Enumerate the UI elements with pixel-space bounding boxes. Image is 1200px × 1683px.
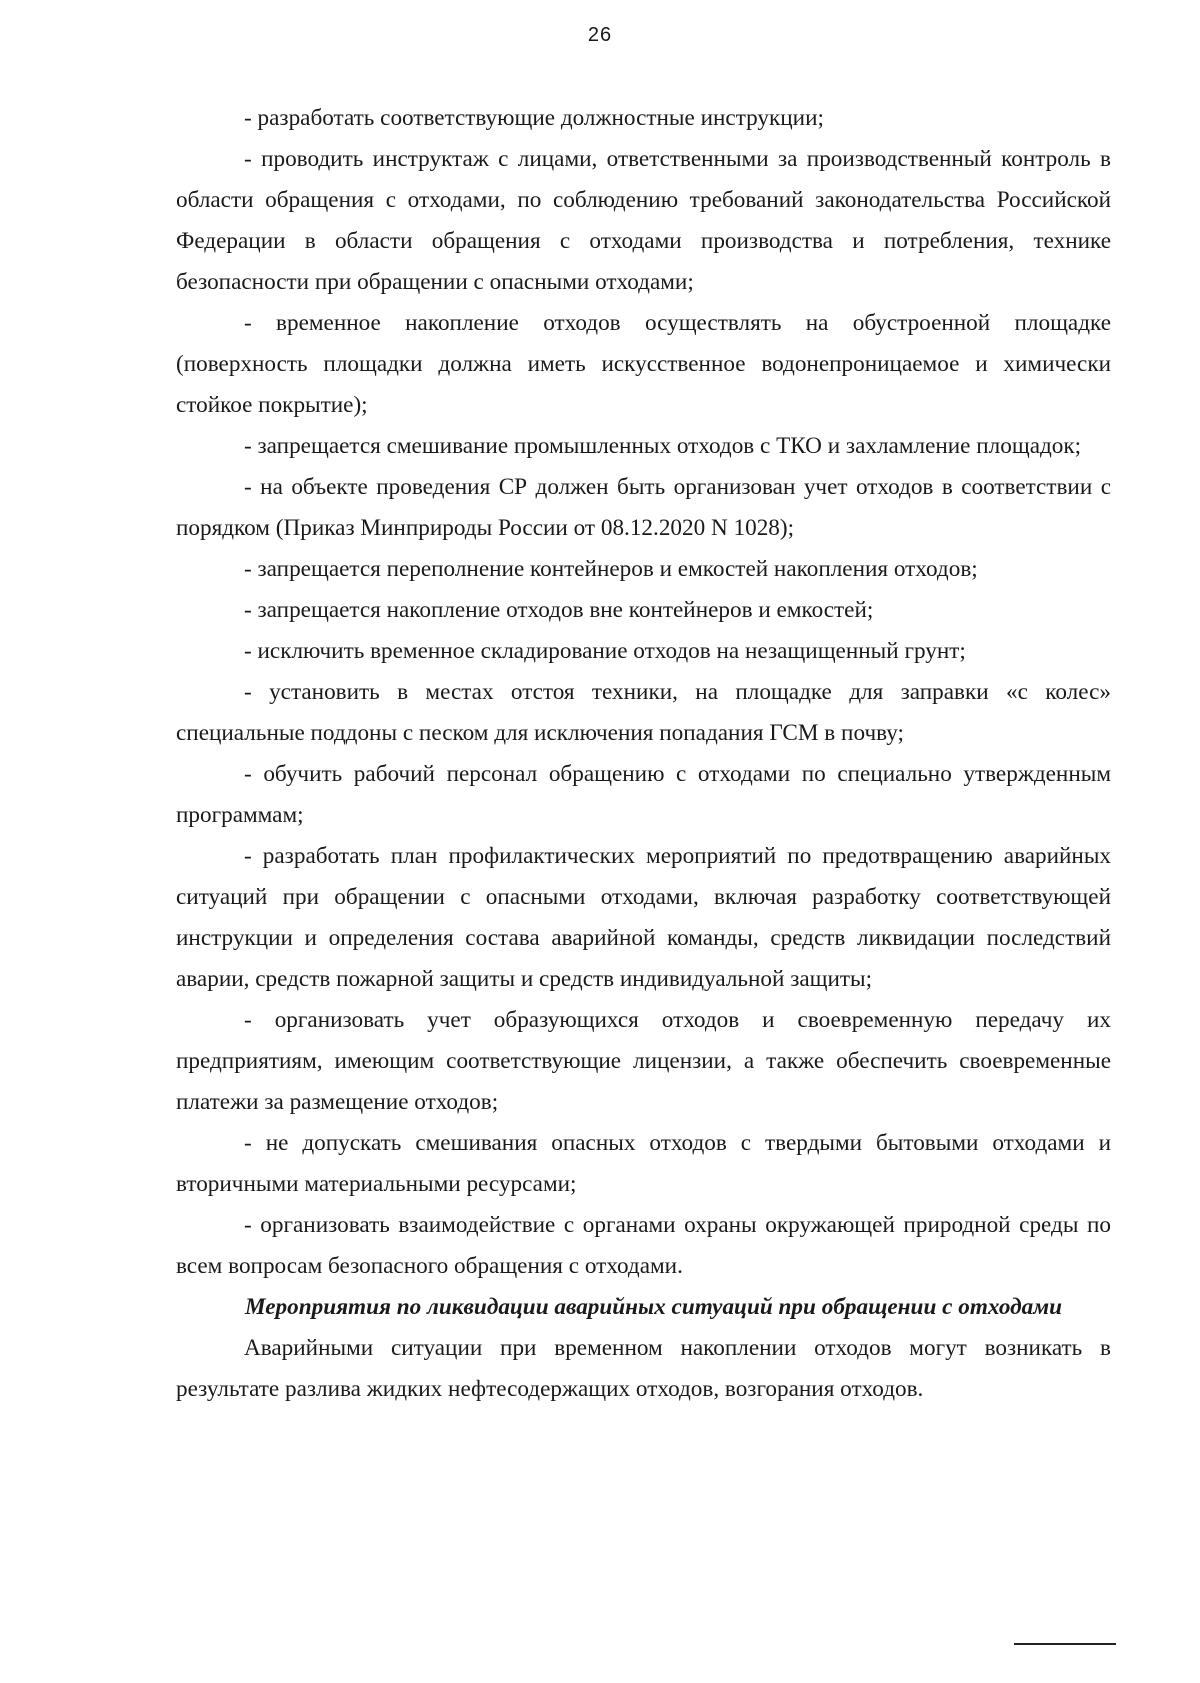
page-number: 26 <box>587 24 613 46</box>
section-paragraph: Аварийными ситуации при временном накоплении отходов могут возникать в результате разлива жидких нефтесодержащих отходов, возгорания отходов. <box>176 1335 1111 1402</box>
list-item: - проводить инструктаж с лицами, ответственными за производственный контроль в области обращения с отходами, по соблюдению требований законодательства Российской Федерации в области обращения с отходами производства и потребления, технике безопасности при обращении с опасными отходами; <box>176 146 1111 295</box>
list-item: - запрещается смешивание промышленных отходов с ТКО и захламление площадок; <box>244 433 1082 459</box>
list-item: - исключить временное складирование отходов на незащищенный грунт; <box>244 638 966 664</box>
list-item: - установить в местах отстоя техники, на площадке для заправки «с колес» специальные поддоны с песком для исключения попадания ГСМ в почву; <box>176 679 1111 746</box>
list-item: - разработать план профилактических мероприятий по предотвращению аварийных ситуаций при обращении с опасными отходами, включая разработку соответствующей инструкции и определения состава аварийной команды, средств ликвидации последствий аварии, средств пожарной защиты и средств индивидуальной защиты; <box>176 843 1111 992</box>
footer-rule <box>1014 1643 1116 1645</box>
list-item: - запрещается накопление отходов вне контейнеров и емкостей; <box>244 597 874 623</box>
list-item: - разработать соответствующие должностные инструкции; <box>244 105 824 131</box>
list-item: - на объекте проведения СР должен быть организован учет отходов в соответствии с порядком (Приказ Минприроды России от 08.12.2020 N 1028); <box>176 474 1111 541</box>
list-item: - организовать учет образующихся отходов и своевременную передачу их предприятиям, имеющим соответствующие лицензии, а также обеспечить своевременные платежи за размещение отходов; <box>176 1007 1111 1115</box>
list-item: - не допускать смешивания опасных отходов с твердыми бытовыми отходами и вторичными материальными ресурсами; <box>176 1130 1111 1197</box>
list-item: - временное накопление отходов осуществлять на обустроенной площадке (поверхность площадки должна иметь искусственное водонепроницаемое и химически стойкое покрытие); <box>176 310 1111 418</box>
list-item: - организовать взаимодействие с органами охраны окружающей природной среды по всем вопросам безопасного обращения с отходами. <box>176 1212 1111 1279</box>
list-item: - запрещается переполнение контейнеров и емкостей накопления отходов; <box>244 556 978 582</box>
list-item: - обучить рабочий персонал обращению с отходами по специально утвержденным программам; <box>176 761 1111 828</box>
section-heading: Мероприятия по ликвидации аварийных ситуаций при обращении с отходами <box>244 1294 1063 1320</box>
document-body <box>176 98 1111 1410</box>
